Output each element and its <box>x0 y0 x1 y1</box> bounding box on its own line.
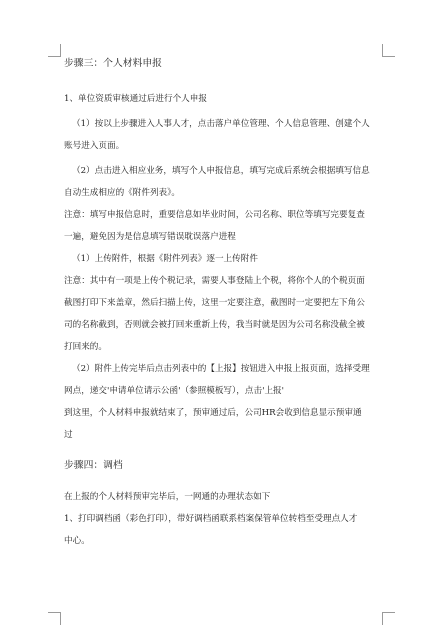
paragraph-line: （1）上传附件，根据《附件列表》逐一上传附件 <box>72 254 258 264</box>
paragraph-line: 注意：其中有一项是上传个税记录，需要人事登陆上个税，将你个人的个税页面 <box>64 276 365 286</box>
document-body <box>64 52 380 552</box>
paragraph-line: 账号进入页面。 <box>64 141 125 151</box>
paragraph-line: 截图打印下来盖章，然后扫描上传，这里一定要注意，截图时一定要把左下角公 <box>64 298 365 308</box>
page-corner-mark-bottom-right <box>382 612 395 625</box>
paragraph-line: （1）按以上步骤进入人事人才，点击落户单位管理、个人信息管理、创建个人 <box>72 119 370 129</box>
section-heading-step-4: 步骤四：调档 <box>64 460 123 471</box>
paragraph-line: 1、单位资质审核通过后进行个人申报 <box>64 94 207 104</box>
section-heading-step-3: 步骤三：个人材料申报 <box>64 58 162 69</box>
paragraph-line: 打回来的。 <box>64 342 107 352</box>
paragraph-line: 在上报的个人材料预审完毕后，一网通的办理状态如下 <box>64 492 271 502</box>
paragraph-line: 网点，递交'申请单位请示公函'（参照模板写），点击'上报' <box>64 386 284 396</box>
paragraph-line: 1、打印调档函（彩色打印），带好调档函联系档案保管单位转档至受理点人才 <box>64 514 358 524</box>
page-corner-mark-bottom-left <box>48 612 61 625</box>
paragraph-line: 一遍，避免因为是信息填写错误耽误落户进程 <box>64 232 236 242</box>
page-corner-mark-top-right <box>382 44 395 57</box>
paragraph-line: 自动生成相应的《附件列表》。 <box>64 188 181 198</box>
paragraph-line: （2）点击进入相应业务，填写个人申报信息，填写完成后系统会根据填写信息 <box>72 166 370 176</box>
page-corner-mark-top-left <box>48 44 61 57</box>
paragraph-line: 中心。 <box>64 536 90 546</box>
paragraph-line: 司的名称截到，否则就会被打回来重新上传，我当时就是因为公司名称没截全被 <box>64 320 365 330</box>
paragraph-line: 到这里，个人材料申报就结束了，预审通过后，公司HR会收到信息显示预审通 <box>64 408 362 418</box>
paragraph-line: （2）附件上传完毕后点击列表中的【上报】按钮进入申报上报页面，选择受理 <box>72 364 370 374</box>
paragraph-line: 注意：填写申报信息时，重要信息如毕业时间，公司名称、职位等填写完要复查 <box>64 210 365 220</box>
paragraph-line: 过 <box>64 430 73 440</box>
